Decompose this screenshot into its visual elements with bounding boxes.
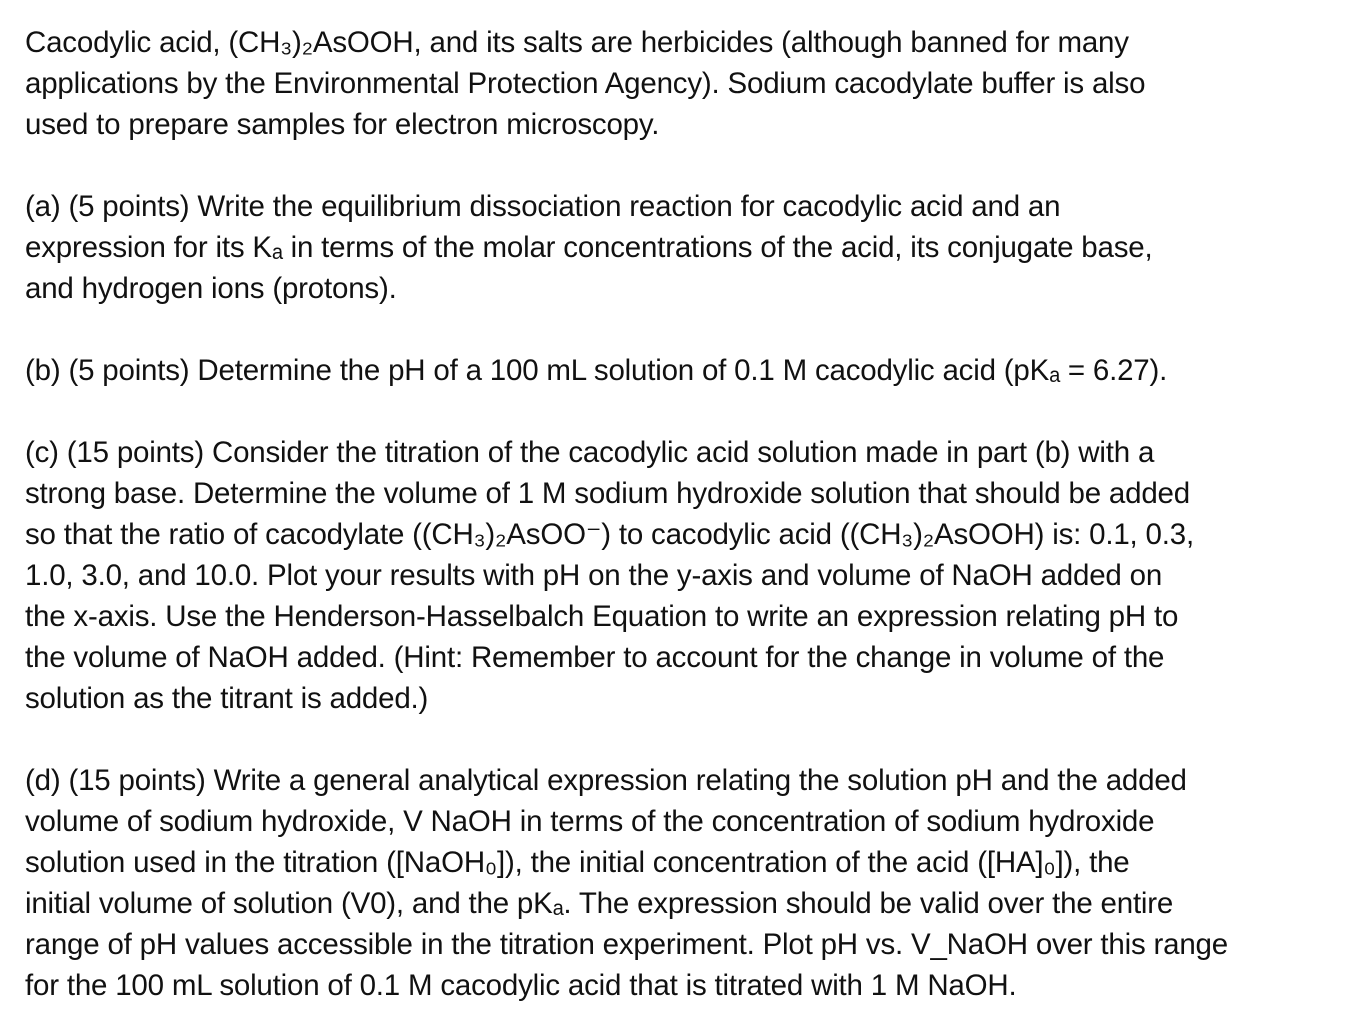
text-line: the volume of NaOH added. (Hint: Remember to account for the change in volume of the (25, 641, 1165, 674)
text-line: volume of sodium hydroxide, V NaOH in terms of the concentration of sodium hydroxide (25, 805, 1155, 838)
text-line: (b) (5 points) Determine the pH of a 100 mL solution of 0.1 M cacodylic acid (pKₐ = 6.27). (25, 354, 1168, 387)
text-line: and hydrogen ions (protons). (25, 272, 397, 305)
text-line: 1.0, 3.0, and 10.0. Plot your results with pH on the y-axis and volume of NaOH added on (25, 559, 1163, 592)
text-line: used to prepare samples for electron microscopy. (25, 108, 660, 141)
part-c-paragraph (25, 432, 1345, 719)
part-b-paragraph (25, 350, 1345, 391)
text-line: applications by the Environmental Protection Agency). Sodium cacodylate buffer is also (25, 67, 1146, 100)
text-line: solution as the titrant is added.) (25, 682, 429, 715)
part-d-paragraph (25, 760, 1345, 1006)
text-line: range of pH values accessible in the titration experiment. Plot pH vs. V_NaOH over this range (25, 928, 1228, 961)
text-line: (a) (5 points) Write the equilibrium dissociation reaction for cacodylic acid and an (25, 190, 1061, 223)
text-line: Cacodylic acid, (CH₃)₂AsOOH, and its salts are herbicides (although banned for many (25, 26, 1129, 59)
text-line: for the 100 mL solution of 0.1 M cacodylic acid that is titrated with 1 M NaOH. (25, 969, 1017, 1002)
intro-paragraph (25, 22, 1345, 145)
part-a-paragraph (25, 186, 1345, 309)
document-body (25, 22, 1345, 1006)
text-line: expression for its Kₐ in terms of the molar concentrations of the acid, its conjugate base, (25, 231, 1153, 264)
text-line: solution used in the titration ([NaOH₀]), the initial concentration of the acid ([HA]₀]), the (25, 846, 1130, 879)
text-line: (d) (15 points) Write a general analytical expression relating the solution pH and the added (25, 764, 1187, 797)
text-line: the x-axis. Use the Henderson-Hasselbalch Equation to write an expression relating pH to (25, 600, 1179, 633)
text-line: so that the ratio of cacodylate ((CH₃)₂AsOO⁻) to cacodylic acid ((CH₃)₂AsOOH) is: 0.1, 0.3, (25, 518, 1194, 551)
text-line: strong base. Determine the volume of 1 M sodium hydroxide solution that should be added (25, 477, 1190, 510)
text-line: initial volume of solution (V0), and the pKₐ. The expression should be valid over the entire (25, 887, 1174, 920)
text-line: (c) (15 points) Consider the titration of the cacodylic acid solution made in part (b) with a (25, 436, 1155, 469)
